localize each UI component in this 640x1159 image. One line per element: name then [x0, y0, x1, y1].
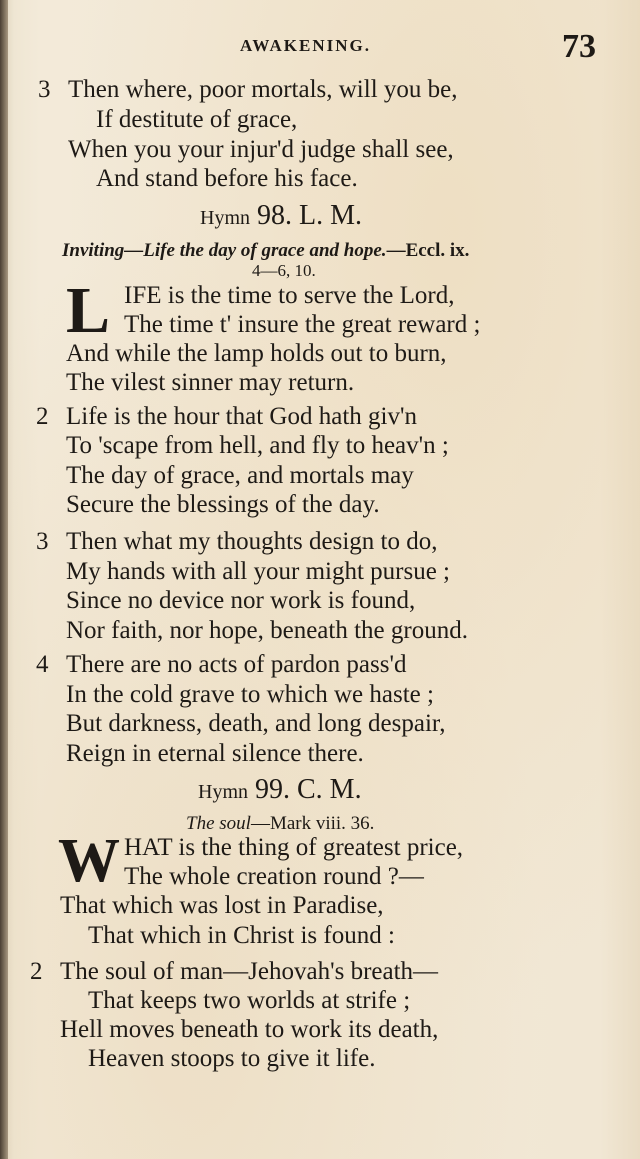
verse-line: The whole creation round ?— — [124, 863, 424, 890]
verse-line: The day of grace, and mortals may — [66, 462, 414, 489]
hymn-title-number: 99. C. M. — [255, 774, 362, 805]
hymn-title-word: Hymn — [200, 207, 250, 229]
page-header — [0, 28, 640, 68]
hymn-subtitle — [62, 240, 469, 262]
stanza-number: 3 — [38, 76, 51, 103]
verse-line: There are no acts of pardon pass'd — [66, 651, 407, 678]
stanza-number: 2 — [36, 403, 49, 430]
verse-line: Then what my thoughts design to do, — [66, 528, 438, 555]
stanza-number: 4 — [36, 651, 49, 678]
verse-line: In the cold grave to which we haste ; — [66, 681, 434, 708]
verse-line: And while the lamp holds out to burn, — [66, 340, 447, 367]
stanza-number: 2 — [30, 958, 43, 985]
scripture-reference: —Mark viii. 36. — [250, 813, 375, 834]
verse-line: Nor faith, nor hope, beneath the ground. — [66, 617, 468, 644]
verse-line: HAT is the thing of greatest price, — [124, 834, 464, 861]
verse-line: That keeps two worlds at strife ; — [88, 987, 411, 1014]
hymn-subtitle-theme: The soul — [186, 813, 251, 834]
verse-line: The soul of man—Jehovah's breath— — [60, 958, 439, 985]
running-title: AWAKENING. — [240, 36, 371, 55]
verse-line: That which in Christ is found : — [88, 922, 395, 949]
hymn-subtitle-theme: Inviting—Life the day of grace and hope. — [62, 240, 387, 261]
verse-line: To 'scape from hell, and fly to heav'n ; — [66, 432, 449, 459]
verse-line: Then where, poor mortals, will you be, — [68, 76, 458, 103]
drop-cap: W — [58, 827, 120, 895]
verse-line: Life is the hour that God hath giv'n — [66, 403, 417, 430]
verse-line: That which was lost in Paradise, — [60, 892, 384, 919]
hymn-title — [198, 774, 362, 806]
verse-line: My hands with all your might pursue ; — [66, 558, 450, 585]
verse-line: Heaven stoops to give it life. — [88, 1045, 376, 1072]
verse-line: And stand before his face. — [96, 165, 358, 192]
page-gutter — [0, 0, 8, 1159]
verse-line: IFE is the time to serve the Lord, — [124, 282, 455, 309]
verse-line: The time t' insure the great reward ; — [124, 311, 481, 338]
verse-line: The vilest sinner may return. — [66, 369, 355, 396]
page-number: 73 — [562, 28, 596, 65]
verse-line: If destitute of grace, — [96, 106, 298, 133]
verse-line: Secure the blessings of the day. — [66, 491, 380, 518]
drop-cap: L — [66, 274, 111, 347]
verse-line: Reign in eternal silence there. — [66, 740, 364, 767]
verse-line: Since no device nor work is found, — [66, 587, 416, 614]
verse-line: When you your injur'd judge shall see, — [68, 136, 454, 163]
scripture-reference-continued: 4—6, 10. — [252, 261, 316, 280]
stanza-number: 3 — [36, 528, 49, 555]
verse-line: Hell moves beneath to work its death, — [60, 1016, 439, 1043]
hymn-title-word: Hymn — [198, 781, 248, 803]
verse-line: But darkness, death, and long despair, — [66, 710, 446, 737]
scripture-reference: —Eccl. ix. — [386, 240, 470, 261]
hymn-subtitle — [186, 813, 374, 835]
hymn-title-number: 98. L. M. — [257, 200, 362, 231]
hymn-title — [200, 200, 362, 232]
